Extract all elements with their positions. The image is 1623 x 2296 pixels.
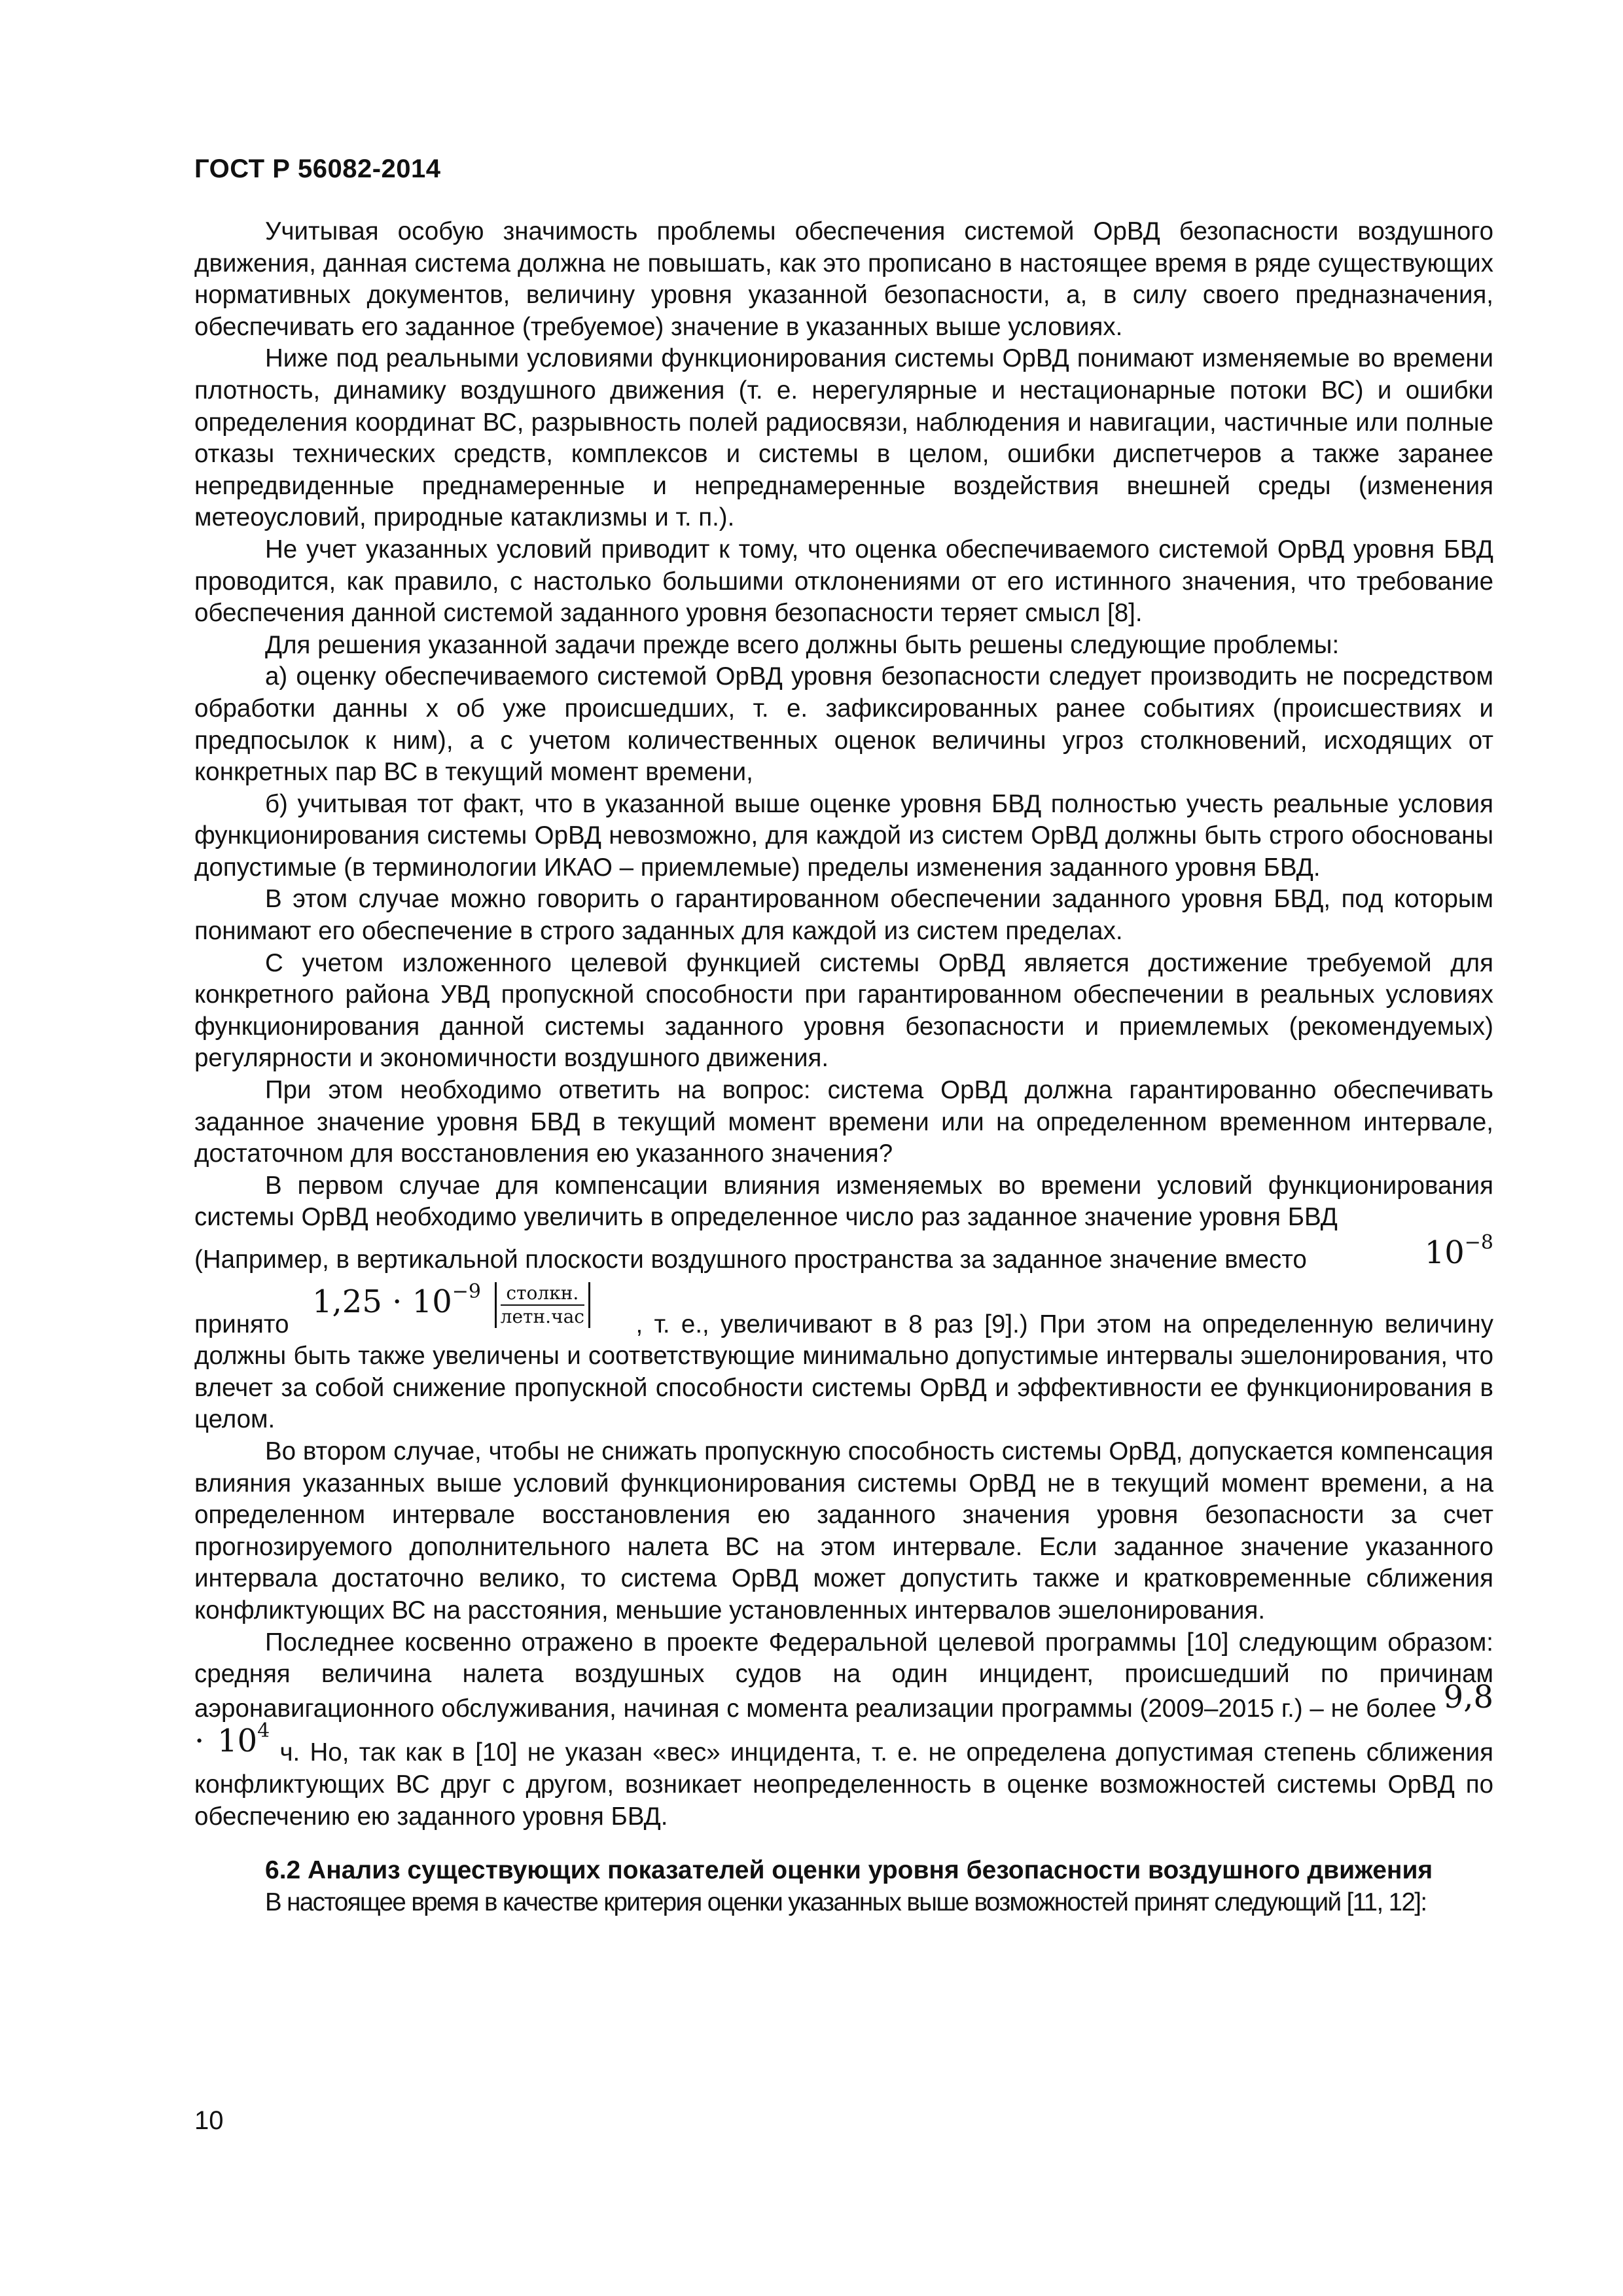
paragraph: Для решения указанной задачи прежде всего должны быть решены следующие проблемы: [265,630,1340,659]
standard-designation: ГОСТ Р 56082-2014 [194,154,441,183]
paragraph: Во втором случае, чтобы не снижать пропускную способность системы ОрВД, допускается компенсация влияния указанных выше условий функционирования системы ОрВД не в текущий момент времени, а на определенном интервале восстановления ею заданного значения уровня безопасности за счет прогнозируемого дополнительного налета ВС на этом интервале. Если заданное значение указанного интервала достаточно велико, то система ОрВД может допустить также и кратковременные сближения конфликтующих ВС на расстояния, меньшие установленных интервалов эшелонирования. [194,1437,1493,1624]
formula-base: 9,8 · 10 [194,1678,1493,1760]
paragraph: Учитывая особую значимость проблемы обеспечения системой ОрВД безопасности воздушного движения, данная система должна не повышать, как это прописано в настоящее время в ряде существующих нормативных документов, величину уровня указанной безопасности, а, в силу своего предназначения, обеспечивать его заданное (требуемое) значение в указанных выше условиях. [194,217,1493,341]
formula-base: 10 [1424,1234,1465,1271]
paragraph-text: , т. е., увеличивают в 8 раз [9].) При этом на определенную величину должны быть также увеличены и соответствующие минимально допустимые интервалы эшелонирования, что влечет за собой снижение пропускной способности системы ОрВД и эффективности ее функционирования в целом. [194,1310,1493,1434]
page-number: 10 [194,2106,224,2135]
example-paragraph [194,1231,1493,1276]
paragraph-text: ч. Но, так как в [10] не указан «вес» инцидента, т. е. не определена допустимая степень сближения конфликтующих ВС друг с другом, возникает неопределенность в оценке возможностей системы ОрВД по обеспечению ею заданного уровня БВД. [194,1738,1494,1831]
formula-ten-power [1425,1227,1493,1269]
formula-coefficient: 1,25 · 10 [312,1283,452,1320]
unit-numerator: столкн. [501,1282,584,1306]
paragraph-text: (Например, в вертикальной плоскости воздушного пространства за заданное значение вместо [194,1246,1307,1274]
paragraph: С учетом изложенного целевой функцией системы ОрВД является достижение требуемой для конкретного района УВД пропускной способности при гарантированном обеспечении в реальных условиях функционирования данной системы заданного уровня безопасности и приемлемых (рекомендуемых) регулярности и экономичности воздушного движения. [194,948,1493,1073]
paragraph: В этом случае можно говорить о гарантированном обеспечении заданного уровня БВД, под которым понимают его обеспечение в строго заданных для каждой из систем пределах. [194,885,1493,946]
formula-exponent: −8 [1464,1231,1493,1254]
formula-exponent: 4 [257,1719,270,1743]
formula-row [194,1276,1493,1335]
paragraph: В первом случае для компенсации влияния изменяемых во времени условий функционирования системы ОрВД необходимо увеличить в определенное число раз заданное значение уровня БВД [194,1171,1493,1232]
paragraph-text: принято [194,1310,289,1338]
formula-rate [312,1276,590,1329]
unit-denominator: летн.час [500,1306,584,1328]
paragraph: В настоящее время в качестве критерия оценки указанных выше возможностей принят следующий [11, 12]: [265,1888,1427,1916]
paragraph [194,1627,1493,1833]
formula-coefficient-exponent: −9 [452,1280,481,1303]
paragraph-text: Последнее косвенно отражено в проекте Федеральной целевой программы [10] следующим образом: средняя величина налета воздушных судов на один инцидент, происшедший по причинам аэронавигационного обслуживания, начиная с момента реализации программы (2009–2015 г.) – не более [194,1628,1493,1723]
paragraph: б) учитывая тот факт, что в указанной выше оценке уровня БВД полностью учесть реальные условия функционирования системы ОрВД невозможно, для каждой из систем ОрВД должны быть строго обоснованы допустимые (в терминологии ИКАО – приемлемые) пределы изменения заданного уровня БВД. [194,789,1493,882]
section-heading: 6.2 Анализ существующих показателей оценки уровня безопасности воздушного движения [265,1856,1433,1885]
paragraph: Не учет указанных условий приводит к тому, что оценка обеспечиваемого системой ОрВД уровня БВД проводится, как правило, с настолько большими отклонениями от его истинного значения, что требование обеспечения данной системой заданного уровня безопасности теряет смысл [8]. [194,535,1493,628]
formula-unit [495,1282,590,1328]
paragraph: Ниже под реальными условиями функционирования системы ОрВД понимают изменяемые во времени плотность, динамику воздушного движения (т. е. нерегулярные и нестационарные потоки ВС) и ошибки определения координат ВС, разрывность полей радиосвязи, наблюдения и навигации, частичные или полные отказы технических средств, комплексов и системы в целом, ошибки диспетчеров а также заранее непредвиденные преднамеренные и непреднамеренные воздействия внешней среды (изменения метеоусловий, природные катаклизмы и т. п.). [194,344,1493,532]
paragraph: При этом необходимо ответить на вопрос: система ОрВД должна гарантированно обеспечивать заданное значение уровня БВД в текущий момент времени или на определенном временном интервале, достаточном для восстановления ею указанного значения? [194,1076,1493,1168]
body-text [194,216,1493,1918]
paragraph: а) оценку обеспечиваемого системой ОрВД уровня безопасности следует производить не посредством обработки данны х об уже происшедших, т. е. зафиксированных ранее событиях (происшествиях и предпосылок к ним), а с учетом количественных оценок величины угроз столкновений, исходящих от конкретных пар ВС в текущий момент времени, [194,662,1493,787]
